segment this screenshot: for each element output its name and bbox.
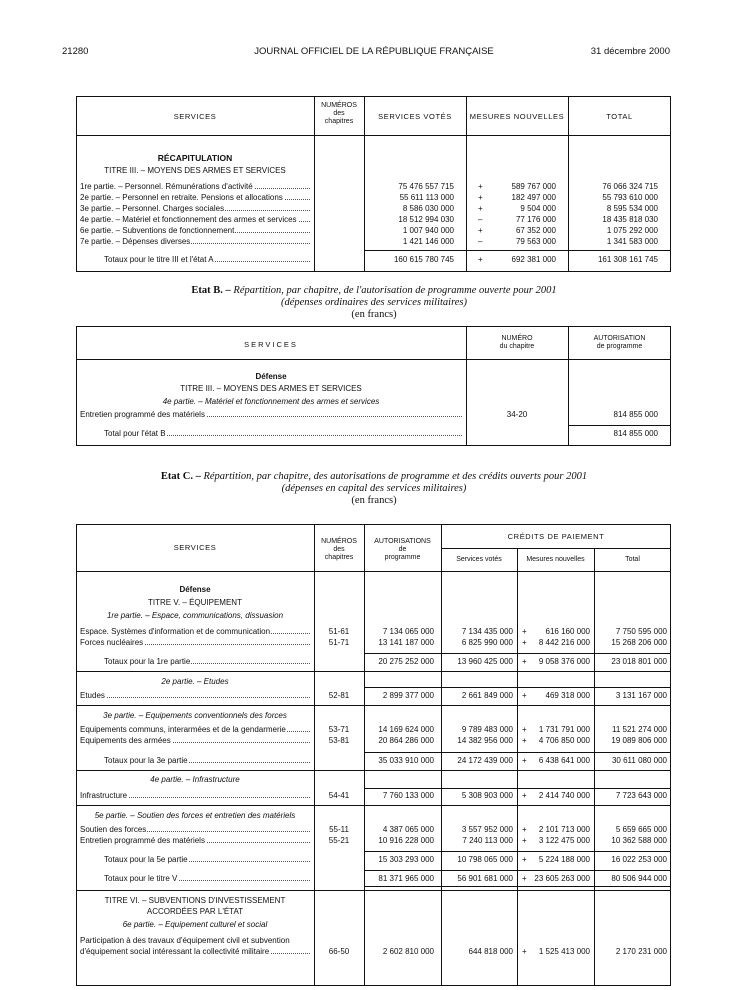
etat-c-row-ap: 13 141 187 000	[378, 638, 434, 647]
etat-b-total-value: 814 855 000	[613, 429, 658, 438]
section-separator	[76, 890, 671, 891]
etat-c-row-total: 11 521 274 000	[611, 725, 667, 734]
recap-row-sign: +	[478, 204, 483, 213]
etat-b-total-label: Total pour l'état B	[104, 429, 462, 438]
etat-c-row-label: Espace. Systèmes d'information et de communication	[80, 627, 310, 636]
section-separator	[76, 705, 671, 706]
subtotal-rule	[364, 752, 671, 753]
etat-c-row-total: 7 723 643 000	[615, 791, 667, 800]
section-separator	[76, 805, 671, 806]
etat-c-row-mesures: 3 122 475 000	[538, 836, 590, 845]
etat-c-subtotal-mesures: 6 438 641 000	[538, 756, 590, 765]
etat-c-row-total: 3 131 167 000	[615, 691, 667, 700]
etat-c-row-ap: 14 169 624 000	[378, 725, 434, 734]
etat-c-row-mesures: 4 706 850 000	[538, 736, 590, 745]
recap-row-sign: –	[478, 237, 483, 246]
subtotal-rule	[364, 851, 671, 852]
etat-c-title: Etat C. – Répartition, par chapitre, des autorisations de programme et des crédits ouverts pour 2001	[160, 471, 588, 482]
etat-c-p6-ap: 2 602 810 000	[382, 947, 434, 956]
etat-c-subtotal-ap: 35 033 910 000	[378, 756, 434, 765]
etat-c-row-sign: +	[522, 638, 527, 647]
col-numeros-header: NUMÉROS des chapitres	[321, 102, 357, 125]
etat-c-subtotal-label: Totaux pour la 5e partie	[104, 855, 310, 864]
etat-c-numeros-header: NUMÉROS des chapitres	[321, 538, 357, 561]
subtotal-rule	[364, 870, 671, 871]
recap-row-label: 2e partie. – Personnel en retraite. Pensions et allocations	[80, 193, 310, 202]
etat-c-subtotal-label: Totaux pour la 1re partie	[104, 657, 310, 666]
etat-c-row-ap: 2 899 377 000	[382, 691, 434, 700]
recap-title: RÉCAPITULATION	[157, 153, 233, 163]
etat-c-row-votes: 7 134 435 000	[461, 627, 513, 636]
etat-c-row-ap: 7 760 133 000	[382, 791, 434, 800]
etat-c-row-votes: 2 661 849 000	[461, 691, 513, 700]
etat-b-autorisation-header: AUTORISATION de programme	[593, 335, 646, 350]
etat-c-row-label: Equipements communs, interarmées et de la gendarmerie	[80, 725, 310, 734]
etat-c-row-mesures: 1 731 791 000	[538, 725, 590, 734]
etat-c-row-chapter: 55-11	[329, 825, 349, 834]
col-votes-header: SERVICES VOTÉS	[378, 112, 452, 121]
etat-b-numero-header: NUMÉRO du chapitre	[499, 335, 535, 350]
recap-row-votes: 1 421 146 000	[402, 237, 454, 246]
journal-title: JOURNAL OFFICIEL DE LA RÉPUBLIQUE FRANÇAISE	[254, 46, 494, 57]
etat-c-subtotal-ap: 15 303 293 000	[378, 855, 434, 864]
etat-c-unit: (en francs)	[351, 495, 397, 506]
etat-c-p6-total: 2 170 231 000	[615, 947, 667, 956]
recap-row-total: 8 595 534 000	[606, 204, 658, 213]
recap-row-votes: 75 476 557 715	[398, 182, 454, 191]
recap-row-votes: 8 586 030 000	[402, 204, 454, 213]
etat-c-titre-v-total-sign: +	[522, 874, 527, 883]
recap-row-mesures: 9 504 000	[520, 204, 556, 213]
etat-b-section: Défense	[255, 372, 287, 381]
recap-total-total: 161 308 161 745	[597, 255, 658, 264]
etat-c-p6-sign: +	[522, 947, 527, 956]
etat-c-titre-v-total-label: Totaux pour le titre V	[104, 874, 310, 883]
etat-c-row-total: 7 750 595 000	[615, 627, 667, 636]
recap-row-total: 18 435 818 030	[602, 215, 658, 224]
etat-c-subtotal-votes: 13 960 425 000	[457, 657, 513, 666]
etat-c-row-label: Forces nucléaires	[80, 638, 310, 647]
subtotal-rule	[364, 788, 671, 789]
recap-row-votes: 18 512 994 030	[398, 215, 454, 224]
etat-c-p6-label-line2: d'équipement social intéressant la collectivité militaire	[80, 947, 310, 956]
etat-c-row-total: 10 362 588 000	[611, 836, 667, 845]
etat-c-row-votes: 14 382 956 000	[457, 736, 513, 745]
etat-c-row-sign: +	[522, 691, 527, 700]
etat-c-subtotal-votes: 24 172 439 000	[457, 756, 513, 765]
etat-c-subtotal-mesures: 9 058 376 000	[538, 657, 590, 666]
page-date: 31 décembre 2000	[590, 46, 670, 57]
etat-c-row-chapter: 53-71	[328, 725, 350, 734]
etat-c-titre-v: TITRE V. – ÉQUIPEMENT	[148, 598, 242, 607]
etat-c-titre-v-total-votes: 56 901 681 000	[457, 874, 513, 883]
etat-b-services-header: SERVICES	[244, 340, 298, 349]
etat-c-p6-label-line1: Participation à des travaux d'équipement civil et subvention	[80, 936, 290, 945]
etat-c-row-votes: 6 825 990 000	[461, 638, 513, 647]
recap-total-mesures: 692 381 000	[511, 255, 556, 264]
etat-c-row-chapter: 55-21	[328, 836, 350, 845]
etat-c-row-chapter: 51-71	[328, 638, 350, 647]
etat-b-row-chapitre: 34-20	[506, 410, 528, 419]
etat-c-row-mesures: 2 414 740 000	[538, 791, 590, 800]
col-total-header: TOTAL	[606, 112, 633, 121]
etat-b-row-label: Entretien programmé des matériels	[80, 410, 462, 419]
etat-c-titre-vi-line1: TITRE VI. – SUBVENTIONS D'INVESTISSEMENT	[104, 896, 286, 905]
col-mesures-header: MESURES NOUVELLES	[469, 112, 565, 121]
etat-c-row-total: 19 089 806 000	[611, 736, 667, 745]
etat-c-row-mesures: 469 318 000	[545, 691, 590, 700]
etat-c-row-label: Infrastructure	[80, 791, 310, 800]
etat-c-subtotal-sign: +	[522, 657, 527, 666]
recap-row-mesures: 589 767 000	[511, 182, 556, 191]
page-number: 21280	[62, 46, 89, 57]
etat-c-row-total: 5 659 665 000	[615, 825, 667, 834]
etat-c-subtotal-label: Totaux pour la 3e partie	[104, 756, 310, 765]
etat-c-row-sign: +	[522, 791, 527, 800]
etat-c-row-ap: 10 916 228 000	[378, 836, 434, 845]
section-separator	[76, 770, 671, 771]
recap-total-votes: 160 615 780 745	[393, 255, 454, 264]
section-separator	[76, 671, 671, 672]
etat-c-row-label: Etudes	[80, 691, 310, 700]
etat-c-partie-4: 4e partie. – Infrastructure	[150, 775, 240, 784]
recap-row-votes: 55 611 113 000	[399, 193, 454, 202]
etat-c-row-sign: +	[522, 836, 527, 845]
recap-row-mesures: 77 176 000	[515, 215, 556, 224]
recap-row-mesures: 79 563 000	[515, 237, 556, 246]
etat-c-row-total: 15 268 206 000	[611, 638, 667, 647]
recap-row-sign: +	[478, 193, 483, 202]
recap-row-mesures: 67 352 000	[515, 226, 556, 235]
etat-c-row-votes: 7 240 113 000	[462, 836, 513, 845]
recap-row-sign: –	[478, 215, 483, 224]
recap-row-label: 6e partie. – Subventions de fonctionnement	[80, 226, 310, 235]
etat-c-partie-3: 3e partie. – Equipements conventionnels des forces	[103, 711, 287, 720]
etat-c-partie-2: 2e partie. – Etudes	[161, 677, 229, 686]
etat-c-p6-votes: 644 818 000	[468, 947, 513, 956]
etat-c-row-ap: 7 134 065 000	[382, 627, 434, 636]
etat-b-unit: (en francs)	[351, 309, 397, 320]
recap-row-total: 1 341 583 000	[606, 237, 658, 246]
etat-c-row-mesures: 616 160 000	[545, 627, 590, 636]
etat-c-subtotal-total: 23 018 801 000	[611, 657, 667, 666]
etat-c-titre-v-total-mesures: 23 605 263 000	[534, 874, 590, 883]
recap-row-label: 1re partie. – Personnel. Rémunérations d'activité	[80, 182, 310, 191]
etat-c-p6-mesures: 1 525 413 000	[538, 947, 590, 956]
etat-c-titre-vi-line2: ACCORDÉES PAR L'ÉTAT	[146, 907, 244, 916]
etat-c-credits-header: CRÉDITS DE PAIEMENT	[507, 532, 605, 541]
etat-c-row-chapter: 54-41	[328, 791, 350, 800]
etat-c-row-sign: +	[522, 627, 527, 636]
etat-c-row-label: Equipements des armées	[80, 736, 310, 745]
recap-row-label: 4e partie. – Matériel et fonctionnement des armes et services	[80, 215, 310, 224]
etat-c-row-mesures: 2 101 713 000	[538, 825, 590, 834]
recap-total-label: Totaux pour le titre III et l'état A	[104, 255, 310, 264]
recap-row-total: 76 066 324 715	[602, 182, 658, 191]
etat-b-row-value: 814 855 000	[613, 410, 658, 419]
etat-c-partie-5: 5e partie. – Soutien des forces et entretien des matériels	[94, 811, 296, 820]
recap-row-mesures: 182 497 000	[511, 193, 556, 202]
recap-row-sign: +	[478, 182, 483, 191]
etat-c-section: Défense	[179, 585, 211, 594]
recap-row-total: 55 793 610 000	[602, 193, 658, 202]
etat-c-row-sign: +	[522, 736, 527, 745]
etat-b-partie: 4e partie. – Matériel et fonctionnement des armes et services	[162, 397, 380, 406]
etat-c-row-ap: 4 387 065 000	[382, 825, 434, 834]
etat-c-row-label: Entretien programmé des matériels	[80, 836, 310, 845]
etat-c-subtotal-votes: 10 798 065 000	[457, 855, 513, 864]
etat-c-row-votes: 3 557 952 000	[461, 825, 513, 834]
etat-c-total-header: Total	[625, 556, 640, 563]
recap-row-votes: 1 007 940 000	[402, 226, 454, 235]
etat-c-subtotal-total: 16 022 253 000	[611, 855, 667, 864]
etat-c-titre-v-total-total: 80 506 944 000	[611, 874, 667, 883]
subtotal-rule	[364, 653, 671, 654]
recap-row-total: 1 075 292 000	[606, 226, 658, 235]
etat-c-row-chapter: 52-81	[328, 691, 350, 700]
etat-c-services-header: SERVICES	[173, 543, 217, 552]
recap-row-label: 3e partie. – Personnel. Charges sociales	[80, 204, 310, 213]
etat-b-titre: TITRE III. – MOYENS DES ARMES ET SERVICES	[180, 384, 362, 393]
etat-c-titre-v-total-ap: 81 371 965 000	[378, 874, 434, 883]
etat-c-row-label: Soutien des forces	[80, 825, 310, 834]
etat-c-subtotal-mesures: 5 224 188 000	[538, 855, 590, 864]
etat-c-row-sign: +	[522, 725, 527, 734]
etat-c-autorisations-header: AUTORISATIONS de programme	[374, 538, 431, 561]
etat-c-row-votes: 5 308 903 000	[461, 791, 513, 800]
etat-c-subtotal-ap: 20 275 252 000	[378, 657, 434, 666]
etat-c-partie-6: 6e partie. – Equipement culturel et social	[122, 920, 268, 929]
etat-c-row-votes: 9 789 483 000	[461, 725, 513, 734]
etat-c-mesures-header: Mesures nouvelles	[526, 556, 585, 563]
etat-c-row-chapter: 53-81	[328, 736, 350, 745]
etat-b-title: Etat B. – Répartition, par chapitre, de l'autorisation de programme ouverte pour 2001	[191, 285, 557, 296]
col-services-header: SERVICES	[173, 112, 217, 121]
recap-row-label: 7e partie. – Dépenses diverses	[80, 237, 310, 246]
etat-c-votes-header: Services votés	[456, 556, 502, 563]
etat-c-p6-chapter: 66-50	[328, 947, 350, 956]
subtotal-rule	[364, 886, 671, 887]
recap-total-sign: +	[478, 255, 483, 264]
subtotal-rule	[364, 687, 671, 688]
etat-c-row-mesures: 8 442 216 000	[538, 638, 590, 647]
etat-c-row-sign: +	[522, 825, 527, 834]
etat-c-row-chapter: 51-61	[328, 627, 350, 636]
etat-c-row-ap: 20 864 286 000	[378, 736, 434, 745]
etat-c-subtitle: (dépenses en capital des services militaires)	[281, 483, 467, 494]
etat-b-subtitle: (dépenses ordinaires des services militaires)	[280, 297, 468, 308]
etat-c-subtotal-total: 30 611 080 000	[611, 756, 667, 765]
etat-c-partie-1: 1re partie. – Espace, communications, dissuasion	[106, 611, 284, 620]
etat-c-subtotal-sign: +	[522, 855, 527, 864]
recap-row-sign: +	[478, 226, 483, 235]
recap-titre-iii: TITRE III. – MOYENS DES ARMES ET SERVICES	[104, 166, 286, 175]
etat-c-subtotal-sign: +	[522, 756, 527, 765]
